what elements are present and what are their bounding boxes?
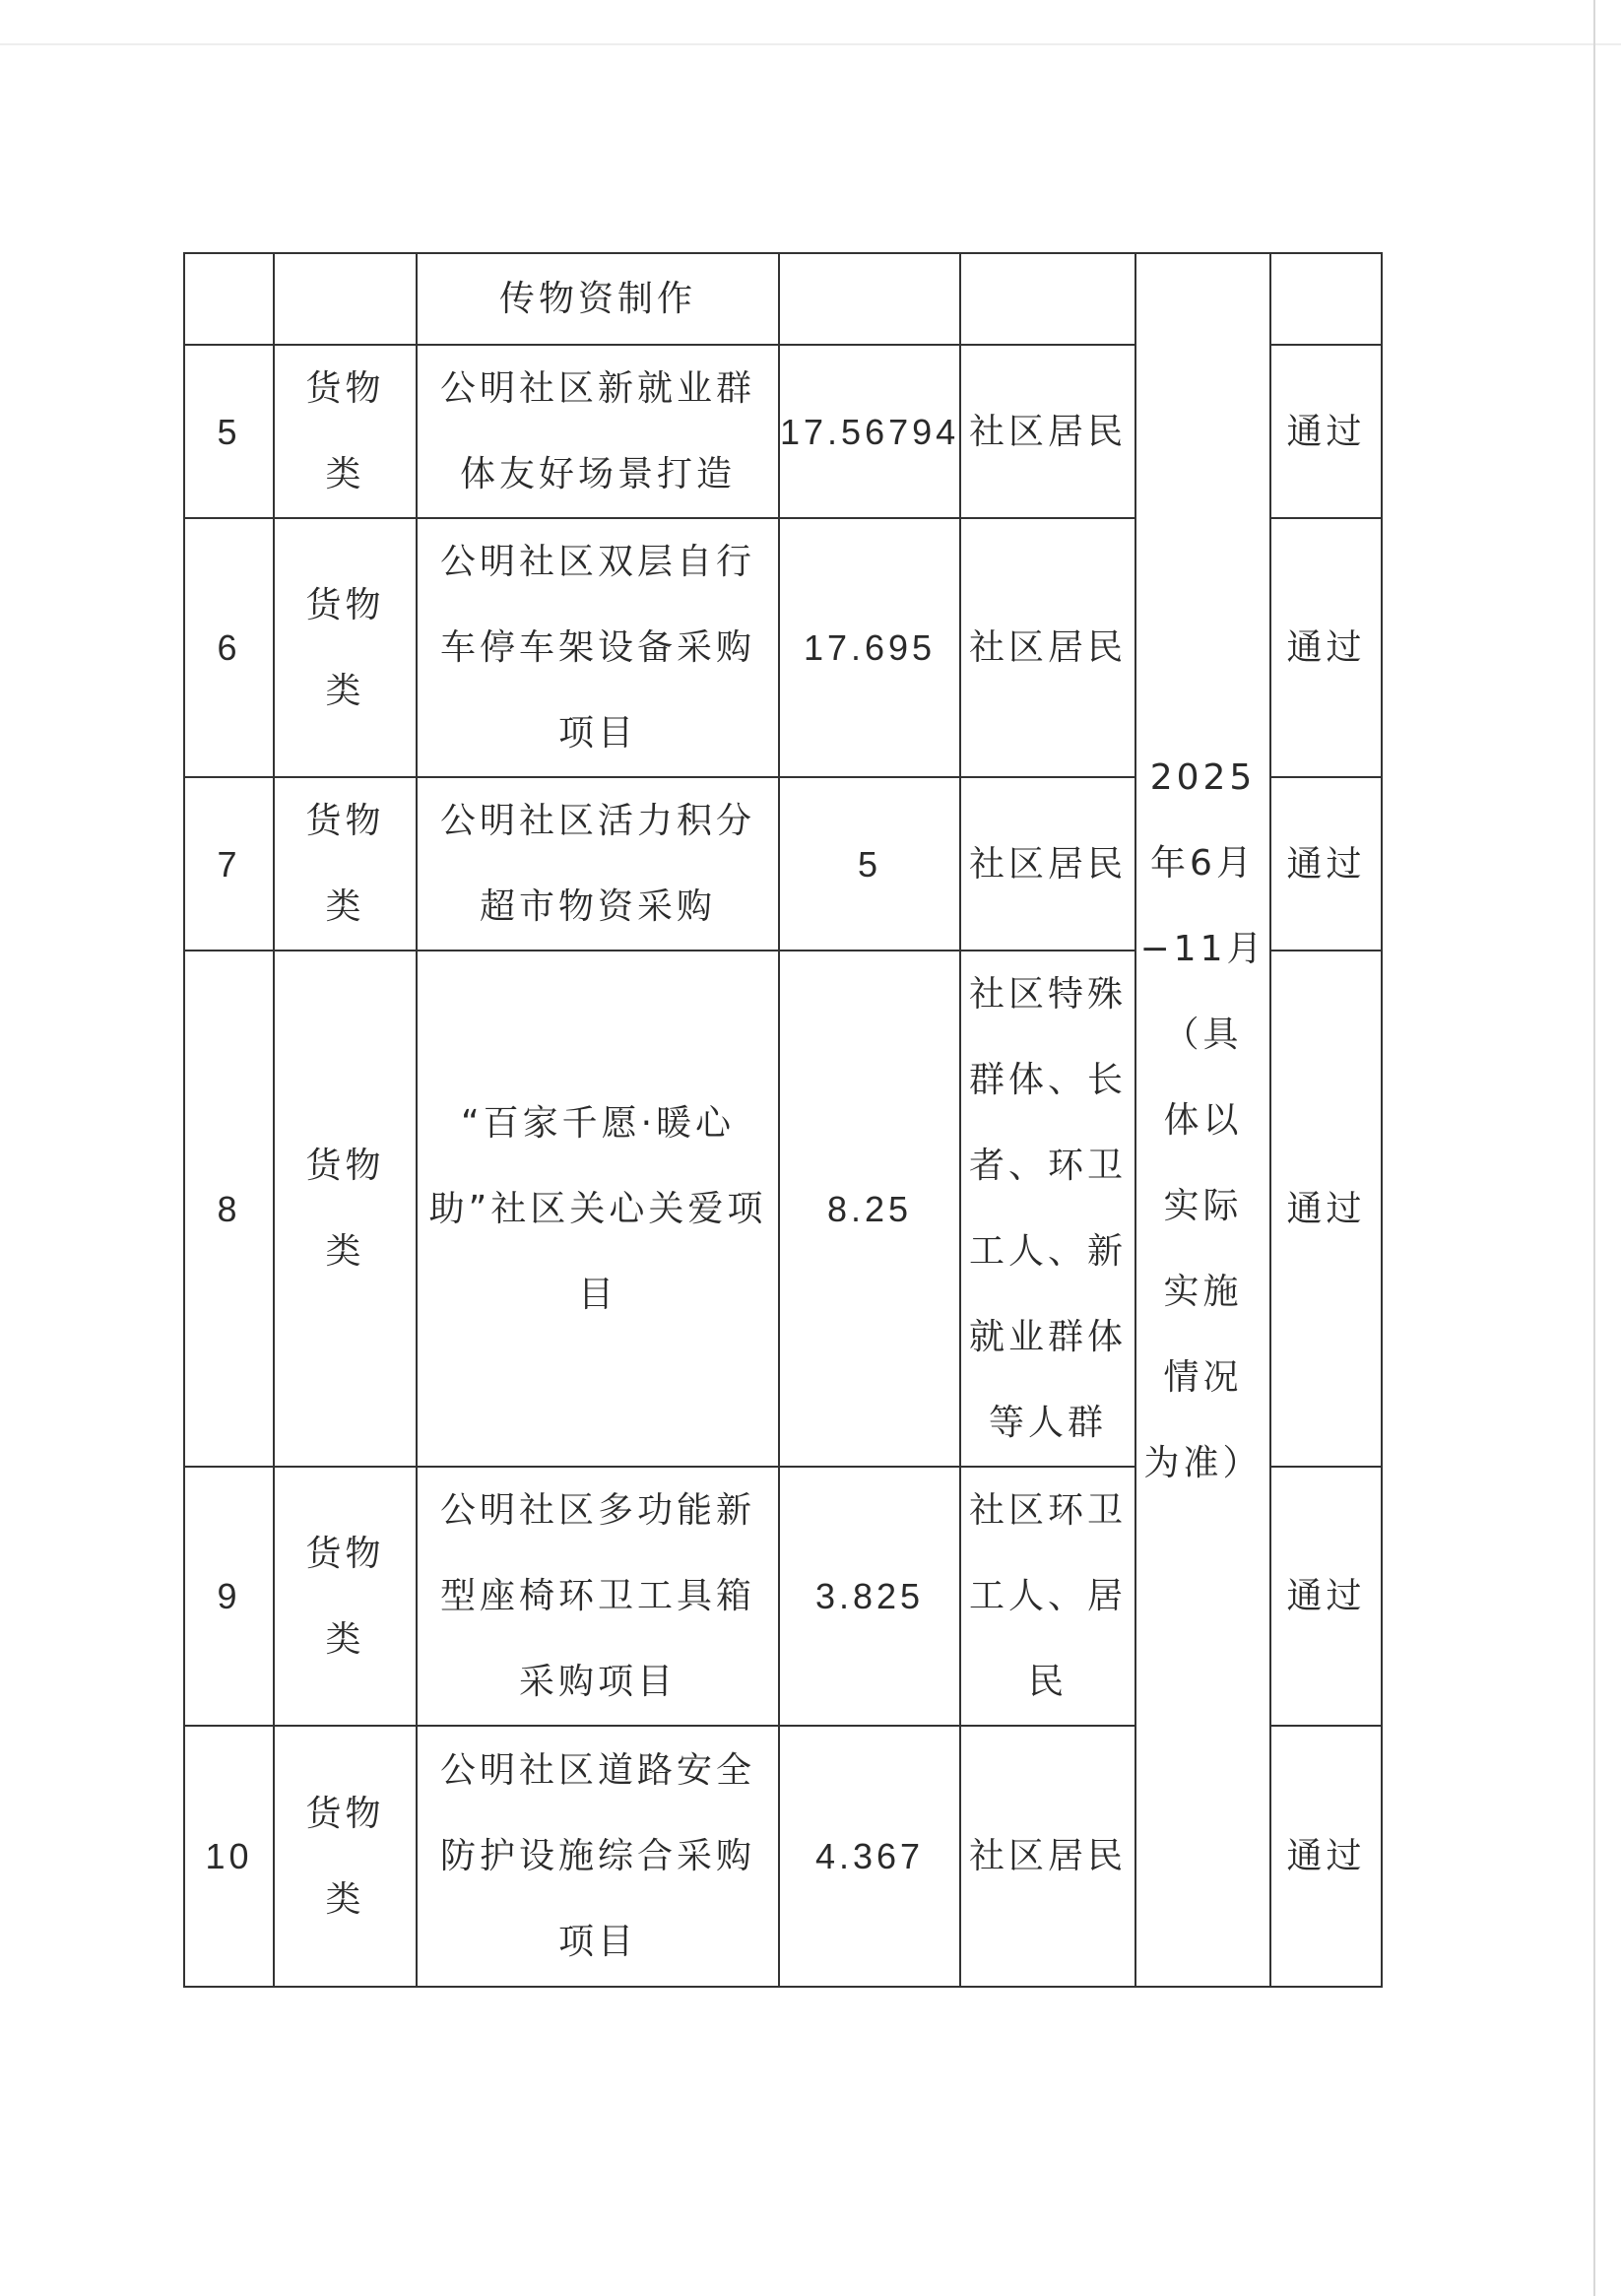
period-line: 实施 (1163, 1271, 1243, 1312)
amount-cell: 3.825 (779, 1467, 960, 1726)
project-name-line: 传物资制作 (498, 279, 696, 319)
row-number: 7 (184, 777, 274, 951)
scan-top-line (0, 43, 1621, 45)
category-line: 类 (325, 1231, 365, 1272)
category-cell (274, 518, 417, 777)
project-name-line: 超市物资采购 (479, 886, 716, 927)
row-number: 5 (184, 345, 274, 518)
project-name-line: 公明社区双层自行 (439, 542, 755, 582)
period-line: 情况 (1163, 1356, 1243, 1398)
scan-edge-line (1593, 0, 1595, 2296)
category-line: 类 (325, 670, 365, 711)
project-name-line: 采购项目 (518, 1662, 677, 1702)
category-line: 类 (325, 886, 365, 927)
project-name-line: 公明社区新就业群 (439, 368, 755, 409)
period-line: 年6月 (1150, 842, 1256, 884)
project-name-cell (417, 951, 779, 1467)
category-line: 货物 (305, 1793, 385, 1834)
period-line: 实际 (1163, 1185, 1243, 1226)
project-name-cell (417, 345, 779, 518)
target-cell (960, 1726, 1135, 1987)
project-name-cell (417, 1467, 779, 1726)
amount-cell: 17.56794 (779, 345, 960, 518)
target-line: 社区环卫 (968, 1490, 1127, 1531)
target-cell (960, 253, 1135, 345)
category-line: 货物 (305, 801, 385, 841)
row-number: 8 (184, 951, 274, 1467)
result-cell: 通过 (1270, 951, 1382, 1467)
amount-cell: 5 (779, 777, 960, 951)
amount-cell (779, 253, 960, 345)
project-name-line: 项目 (557, 713, 637, 754)
target-cell (960, 345, 1135, 518)
row-number: 9 (184, 1467, 274, 1726)
target-line: 工人、居 (968, 1576, 1127, 1616)
period-line: 2025 (1149, 756, 1257, 798)
result-cell: 通过 (1270, 777, 1382, 951)
target-line: 社区居民 (968, 627, 1127, 668)
result-cell (1270, 253, 1382, 345)
target-line: 工人、新 (968, 1231, 1127, 1272)
category-cell (274, 253, 417, 345)
project-name-line: 防护设施综合采购 (439, 1836, 755, 1876)
amount-cell: 8.25 (779, 951, 960, 1467)
row-number: 10 (184, 1726, 274, 1987)
target-cell (960, 1467, 1135, 1726)
implementation-period-cell (1135, 253, 1270, 1987)
project-name-line: 公明社区多功能新 (439, 1490, 755, 1531)
target-line: 社区居民 (968, 1836, 1127, 1876)
project-name-line: 车停车架设备采购 (439, 627, 755, 668)
project-name-cell (417, 253, 779, 345)
target-line: 群体、长 (968, 1060, 1127, 1100)
project-name-line: 型座椅环卫工具箱 (439, 1576, 755, 1616)
project-name-line: 项目 (557, 1922, 637, 1962)
target-line: 民 (1027, 1662, 1068, 1702)
project-name-cell (417, 777, 779, 951)
table-row (184, 253, 1382, 345)
target-line: 社区居民 (968, 411, 1127, 452)
category-cell (274, 345, 417, 518)
project-name-line: 公明社区道路安全 (439, 1750, 755, 1791)
target-line: 者、环卫 (968, 1146, 1127, 1186)
category-line: 货物 (305, 584, 385, 625)
category-cell (274, 1467, 417, 1726)
amount-cell: 4.367 (779, 1726, 960, 1987)
period-line: 体以 (1163, 1099, 1243, 1141)
category-cell (274, 951, 417, 1467)
result-cell: 通过 (1270, 345, 1382, 518)
row-number (184, 253, 274, 345)
project-table (183, 252, 1383, 1988)
target-line: 社区特殊 (968, 974, 1127, 1015)
target-line: 社区居民 (968, 843, 1127, 885)
period-line: −11月 (1139, 928, 1266, 969)
category-line: 货物 (305, 1146, 385, 1186)
result-cell: 通过 (1270, 1726, 1382, 1987)
amount-cell: 17.695 (779, 518, 960, 777)
project-name-cell (417, 1726, 779, 1987)
period-line: （具 (1163, 1014, 1243, 1055)
category-cell (274, 777, 417, 951)
result-cell: 通过 (1270, 1467, 1382, 1726)
category-line: 货物 (305, 1533, 385, 1574)
target-cell (960, 777, 1135, 951)
target-cell (960, 518, 1135, 777)
period-line: 为准） (1143, 1442, 1263, 1483)
project-name-line: 体友好场景打造 (459, 454, 736, 494)
project-name-line: “百家千愿·暖心 (460, 1102, 736, 1144)
category-line: 类 (325, 1618, 365, 1660)
project-name-line: 公明社区活力积分 (439, 801, 755, 841)
row-number: 6 (184, 518, 274, 777)
target-line: 就业群体 (968, 1317, 1127, 1357)
result-cell: 通过 (1270, 518, 1382, 777)
category-line: 类 (325, 454, 365, 494)
target-cell (960, 951, 1135, 1467)
category-line: 货物 (305, 368, 385, 409)
project-name-cell (417, 518, 779, 777)
target-line: 等人群 (988, 1403, 1107, 1443)
project-name-line: 助”社区关心关爱项 (428, 1188, 767, 1229)
project-name-line: 目 (577, 1274, 617, 1315)
category-cell (274, 1726, 417, 1987)
category-line: 类 (325, 1878, 365, 1920)
